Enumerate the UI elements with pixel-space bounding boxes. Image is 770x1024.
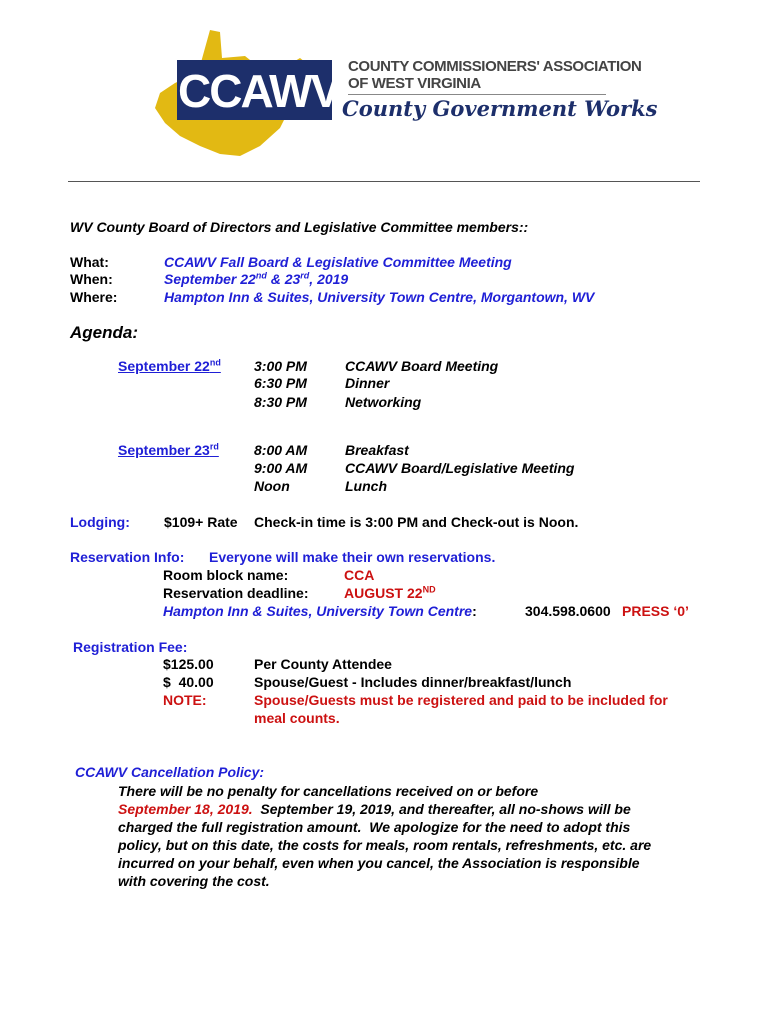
agenda-day-2-time-1: 8:00 AM bbox=[254, 442, 308, 458]
cancel-line-4: policy, but on this date, the costs for meals, room rentals, refreshments, etc. are bbox=[118, 837, 652, 853]
agenda-day-2-time-3: Noon bbox=[254, 478, 290, 494]
cancel-line-1: There will be no penalty for cancellations received on or before bbox=[118, 783, 539, 799]
when-value bbox=[164, 271, 348, 287]
fee-note-line1: Spouse/Guests must be registered and paid to be included for bbox=[254, 692, 668, 708]
logo-org-line1: COUNTY COMMISSIONERS' ASSOCIATION bbox=[348, 58, 642, 75]
agenda-day-1-time-3: 8:30 PM bbox=[254, 394, 307, 410]
logo-tagline: County Government Works bbox=[342, 96, 658, 121]
when-pre: September 22 bbox=[164, 271, 256, 287]
reservation-hotel: Hampton Inn & Suites, University Town Centre: bbox=[163, 603, 477, 619]
agenda-day-1-event-2: Dinner bbox=[345, 375, 390, 391]
registration-label: Registration Fee: bbox=[73, 639, 188, 655]
lodging-label: Lodging: bbox=[70, 514, 130, 530]
fee-desc-2: Spouse/Guest - Includes dinner/breakfast/lunch bbox=[254, 674, 572, 690]
where-value: Hampton Inn & Suites, University Town Centre, Morgantown, WV bbox=[164, 289, 595, 305]
lodging-text: Check-in time is 3:00 PM and Check-out is Noon. bbox=[254, 514, 579, 530]
fee-desc-1: Per County Attendee bbox=[254, 656, 392, 672]
cancel-date: September 18, 2019. bbox=[118, 801, 253, 817]
when-mid: & 23 bbox=[266, 271, 301, 287]
agenda-day-1-time-1: 3:00 PM bbox=[254, 358, 307, 374]
reservation-note: Everyone will make their own reservations. bbox=[209, 549, 496, 565]
logo-divider bbox=[348, 94, 606, 95]
fee-amount-2: $ 40.00 bbox=[163, 674, 214, 690]
when-label: When: bbox=[70, 271, 113, 287]
agenda-heading: Agenda: bbox=[70, 323, 138, 342]
agenda-day-2-time-2: 9:00 AM bbox=[254, 460, 308, 476]
agenda-day-2-event-2: CCAWV Board/Legislative Meeting bbox=[345, 460, 575, 476]
cancel-line-5: incurred on your behalf, even when you cancel, the Association is responsible bbox=[118, 855, 640, 871]
header-rule bbox=[68, 181, 700, 182]
salutation: WV County Board of Directors and Legislative Committee members:: bbox=[70, 219, 529, 235]
when-sup2: rd bbox=[300, 270, 310, 281]
logo-abbr: CCAWV bbox=[178, 65, 340, 117]
reservation-phone: 304.598.0600 bbox=[525, 603, 611, 619]
deadline-value: AUGUST 22ND bbox=[344, 584, 436, 601]
what-value: CCAWV Fall Board & Legislative Committee Meeting bbox=[164, 254, 512, 270]
ccawv-logo bbox=[150, 28, 658, 158]
lodging-rate: $109+ Rate bbox=[164, 514, 238, 530]
cancellation-heading: CCAWV Cancellation Policy: bbox=[75, 764, 265, 780]
what-label: What: bbox=[70, 254, 109, 270]
logo-org-line2: OF WEST VIRGINIA bbox=[348, 75, 481, 92]
deadline-label: Reservation deadline: bbox=[163, 585, 309, 601]
agenda-day-1-date: September 22nd bbox=[118, 357, 221, 374]
cancel-line-6: with covering the cost. bbox=[118, 873, 270, 889]
when-sup1: nd bbox=[255, 270, 267, 281]
where-label: Where: bbox=[70, 289, 118, 305]
fee-note-label: NOTE: bbox=[163, 692, 207, 708]
reservation-press: PRESS ‘0’ bbox=[622, 603, 689, 619]
when-post: , 2019 bbox=[309, 271, 349, 287]
room-block-label: Room block name: bbox=[163, 567, 289, 583]
agenda-day-1-event-1: CCAWV Board Meeting bbox=[345, 358, 499, 374]
agenda-day-2-date: September 23rd bbox=[118, 441, 219, 458]
room-block-value: CCA bbox=[344, 567, 375, 583]
cancellation-policy-text bbox=[118, 782, 718, 890]
cancel-line-2: September 18, 2019. September 19, 2019, and thereafter, all no-shows will be bbox=[118, 801, 631, 817]
reservation-label: Reservation Info: bbox=[70, 549, 185, 565]
fee-note-line2: meal counts. bbox=[254, 710, 340, 726]
agenda-day-2-event-1: Breakfast bbox=[345, 442, 409, 458]
agenda-day-1-event-3: Networking bbox=[345, 394, 422, 410]
agenda-day-2-event-3: Lunch bbox=[345, 478, 387, 494]
fee-amount-1: $125.00 bbox=[163, 656, 214, 672]
cancel-line-3: charged the full registration amount. We apologize for the need to adopt this bbox=[118, 819, 631, 835]
agenda-day-1-time-2: 6:30 PM bbox=[254, 375, 307, 391]
